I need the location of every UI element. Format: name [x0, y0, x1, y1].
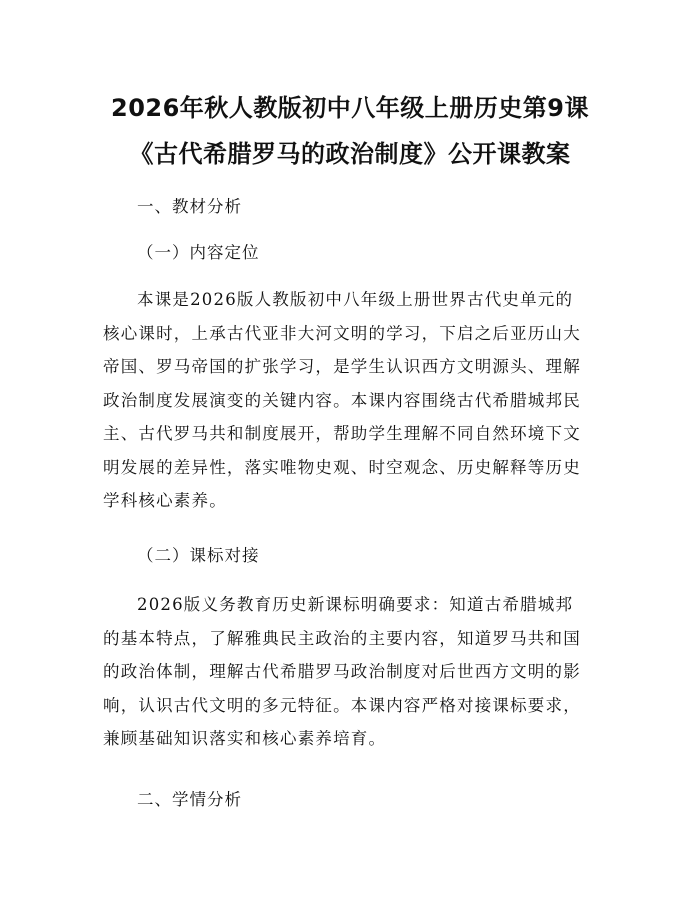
paragraph-curriculum-standards [103, 588, 598, 756]
section-heading-textbook-analysis: 一、教材分析 [137, 197, 242, 216]
paragraph-content-position [103, 283, 598, 518]
document-title-line-2: 《古代希腊罗马的政治制度》公开课教案 [129, 140, 571, 168]
paragraph-line: 兼顾基础知识落实和核心素养培育。 [103, 729, 387, 748]
section-heading-student-analysis: 二、学情分析 [137, 790, 242, 809]
document-title-line-1: 2026年秋人教版初中八年级上册历史第9课 [111, 94, 589, 122]
paragraph-line: 主、古代罗马共和制度展开，帮助学生理解不同自然环境下文 [103, 424, 581, 443]
paragraph-line: 核心课时，上承古代亚非大河文明的学习，下启之后亚历山大 [103, 323, 581, 343]
paragraph-line: 学科核心素养。 [103, 491, 227, 510]
paragraph-line: 2026版义务教育历史新课标明确要求：知道古希腊城邦 [137, 595, 574, 614]
paragraph-line: 响，认识古代文明的多元特征。本课内容严格对接课标要求， [103, 695, 581, 715]
paragraph-line: 政治制度发展演变的关键内容。本课内容围绕古代希腊城邦民 [103, 390, 581, 410]
paragraph-line: 本课是2026版人教版初中八年级上册世界古代史单元的 [137, 290, 574, 309]
paragraph-line: 帝国、罗马帝国的扩张学习，是学生认识西方文明源头、理解 [103, 357, 581, 376]
paragraph-line: 明发展的差异性，落实唯物史观、时空观念、历史解释等历史 [103, 457, 581, 477]
subsection-heading-curriculum-standards: （二）课标对接 [137, 546, 260, 565]
paragraph-line: 的基本特点，了解雅典民主政治的主要内容，知道罗马共和国 [103, 628, 581, 648]
subsection-heading-content-position: （一）内容定位 [137, 243, 260, 262]
paragraph-line: 的政治体制，理解古代希腊罗马政治制度对后世西方文明的影 [103, 662, 581, 681]
